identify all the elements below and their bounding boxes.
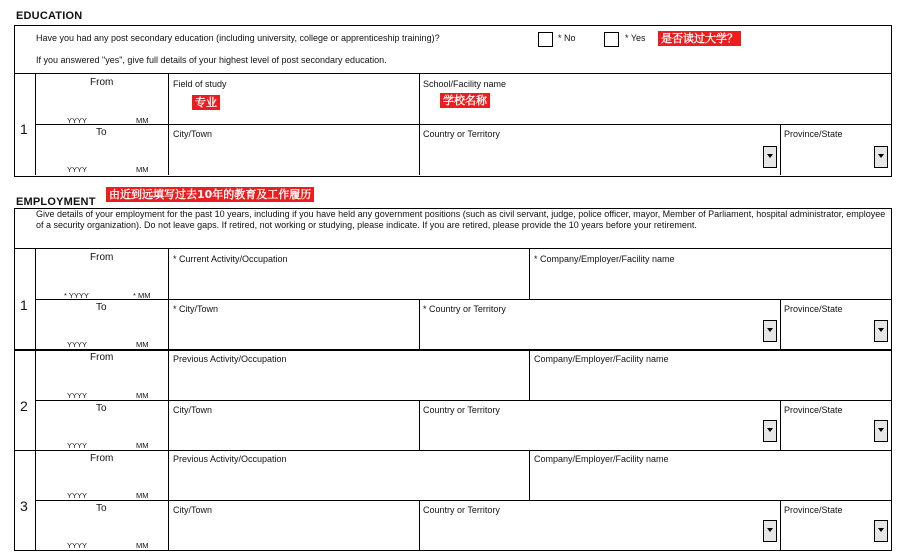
- education-to-mm: MM: [136, 165, 149, 174]
- chevron-down-icon: [767, 328, 773, 332]
- employment-to-yyyy: YYYY: [67, 541, 88, 550]
- education-country-dropdown[interactable]: [763, 146, 777, 168]
- province-label: Province/State: [784, 405, 843, 415]
- education-city-label: City/Town: [173, 129, 213, 139]
- education-from-label: From: [90, 77, 114, 88]
- employment-to-label: To: [96, 503, 107, 514]
- education-to-label: To: [96, 127, 107, 138]
- city-label: City/Town: [173, 505, 213, 515]
- annotation-school-name: 学校名称: [440, 93, 490, 108]
- annotation-attended-university: 是否读过大学？: [658, 31, 741, 46]
- education-no-checkbox[interactable]: [538, 32, 553, 47]
- province-dropdown[interactable]: [874, 320, 888, 342]
- chevron-down-icon: [767, 428, 773, 432]
- employment-row-number: 3: [20, 498, 28, 514]
- country-dropdown[interactable]: [763, 420, 777, 442]
- education-question: Have you had any post secondary education (including university, college or apprenticeship training)?: [36, 33, 440, 43]
- employment-from-yyyy: YYYY: [67, 491, 88, 500]
- province-label: Province/State: [784, 505, 843, 515]
- employment-to-yyyy: YYYY: [67, 340, 88, 349]
- province-dropdown[interactable]: [874, 520, 888, 542]
- employment-instruction: Give details of your employment for the past 10 years, including if you have held any government positions (such as civil servant, judge, police officer, mayor, Member of Parliament, hospital administrator, employee of a security organization). Do not leave gaps. If retired, not working or studying, please indicate. If you are retired, please provide the 10 years before your retirement.: [36, 209, 886, 230]
- chevron-down-icon: [878, 328, 884, 332]
- employment-from-mm: MM: [136, 491, 149, 500]
- employment-to-label: To: [96, 403, 107, 414]
- company-label: Company/Employer/Facility name: [534, 454, 669, 464]
- education-province-dropdown[interactable]: [874, 146, 888, 168]
- education-title: EDUCATION: [16, 10, 83, 22]
- education-yes-label: * Yes: [625, 33, 646, 43]
- occupation-label: Previous Activity/Occupation: [173, 454, 287, 464]
- employment-from-mm: * MM: [133, 291, 151, 300]
- chevron-down-icon: [767, 528, 773, 532]
- chevron-down-icon: [767, 154, 773, 158]
- field-of-study-label: Field of study: [173, 79, 227, 89]
- employment-row-number: 2: [20, 398, 28, 414]
- education-yes-checkbox[interactable]: [604, 32, 619, 47]
- chevron-down-icon: [878, 528, 884, 532]
- country-label: Country or Territory: [423, 505, 500, 515]
- education-row-number: 1: [20, 121, 28, 137]
- employment-from-mm: MM: [136, 391, 149, 400]
- education-from-yyyy: YYYY: [67, 116, 88, 125]
- annotation-field-of-study: 专业: [192, 95, 220, 110]
- country-label: * Country or Territory: [423, 304, 506, 314]
- chevron-down-icon: [878, 154, 884, 158]
- province-dropdown[interactable]: [874, 420, 888, 442]
- employment-title: EMPLOYMENT: [16, 196, 96, 208]
- employment-from-yyyy: * YYYY: [64, 291, 89, 300]
- employment-from-label: From: [90, 453, 114, 464]
- company-label: * Company/Employer/Facility name: [534, 254, 675, 264]
- country-dropdown[interactable]: [763, 320, 777, 342]
- city-label: City/Town: [173, 405, 213, 415]
- annotation-employment-history: 由近到远填写过去10年的教育及工作履历: [106, 187, 314, 202]
- employment-row-number: 1: [20, 297, 28, 313]
- education-country-label: Country or Territory: [423, 129, 500, 139]
- company-label: Company/Employer/Facility name: [534, 354, 669, 364]
- country-dropdown[interactable]: [763, 520, 777, 542]
- school-name-label: School/Facility name: [423, 79, 507, 89]
- country-label: Country or Territory: [423, 405, 500, 415]
- education-no-label: * No: [558, 33, 576, 43]
- occupation-label: Previous Activity/Occupation: [173, 354, 287, 364]
- education-to-yyyy: YYYY: [67, 165, 88, 174]
- employment-from-label: From: [90, 252, 114, 263]
- occupation-label: * Current Activity/Occupation: [173, 254, 288, 264]
- employment-from-yyyy: YYYY: [67, 391, 88, 400]
- city-label: * City/Town: [173, 304, 219, 314]
- employment-to-mm: MM: [136, 340, 149, 349]
- employment-to-yyyy: YYYY: [67, 441, 88, 450]
- education-from-mm: MM: [136, 116, 149, 125]
- employment-to-mm: MM: [136, 541, 149, 550]
- chevron-down-icon: [878, 428, 884, 432]
- education-instruction: If you answered "yes", give full details of your highest level of post secondary education.: [36, 55, 387, 65]
- employment-to-mm: MM: [136, 441, 149, 450]
- education-province-label: Province/State: [784, 129, 843, 139]
- employment-to-label: To: [96, 302, 107, 313]
- province-label: Province/State: [784, 304, 843, 314]
- employment-from-label: From: [90, 352, 114, 363]
